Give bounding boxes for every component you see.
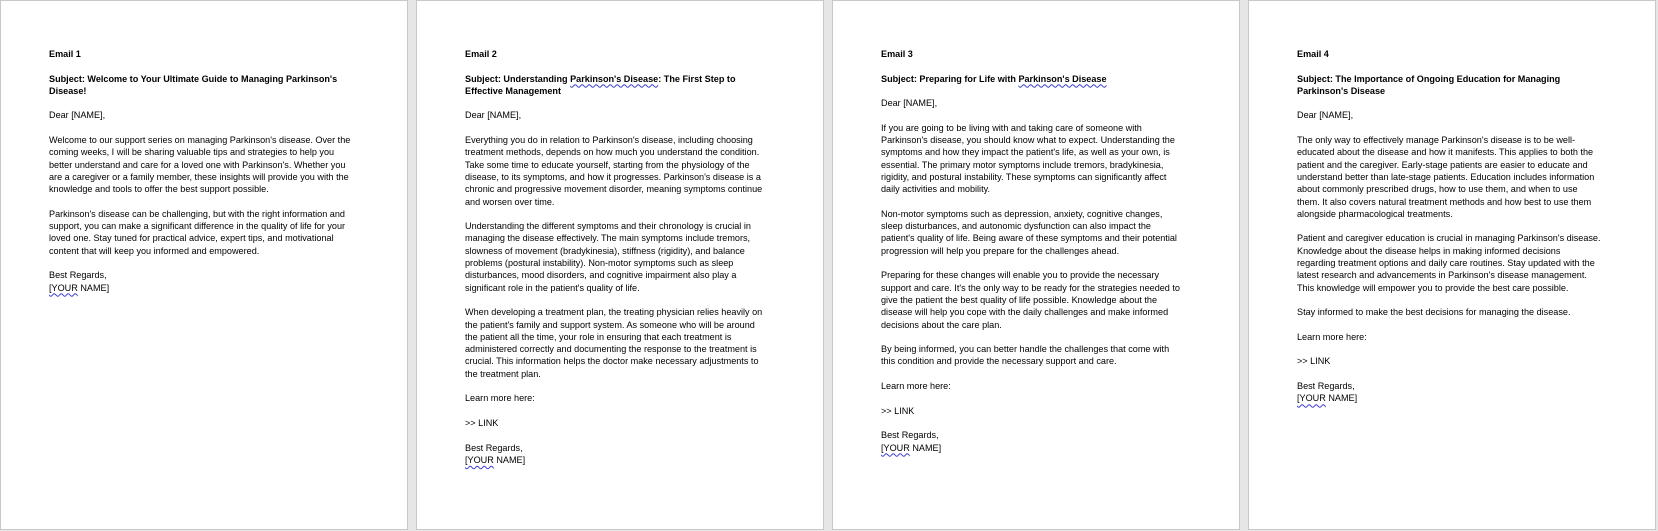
email-subject: [1297, 73, 1637, 98]
email-closing: Best Regards,: [1297, 381, 1355, 392]
signature-name: NAME]: [1325, 393, 1358, 404]
email-heading: Email 2: [465, 49, 497, 59]
email-paragraph: Understanding the different symptoms and their chronology is crucial in managing the disease effectively. The main symptoms include tremors, slowness of movement (bradykinesia), stiffness (rigidity), and balance problems (postural instability). Non-motor symptoms such as sleep disturbances, mood disorders, and cognitive impairment also play a significant role in the patient's quality of life.: [465, 221, 751, 293]
email-paragraph: Preparing for these changes will enable you to provide the necessary support and care. It's the only way to be ready for the strategies needed to give the patient the best quality of life possible. Knowledge about the disease will help you cope with the daily challenges and make informed decisions about the care plan.: [881, 270, 1180, 330]
email-greeting: Dear [NAME],: [49, 110, 106, 121]
signature-placeholder-spellcheck: [YOUR: [465, 454, 494, 465]
email-signature: [881, 429, 1221, 454]
email-signature: [1297, 380, 1637, 405]
email-subject: [465, 73, 805, 98]
document-page-2: [416, 0, 824, 530]
signature-name: NAME]: [493, 454, 526, 465]
signature-placeholder-spellcheck: [YOUR: [49, 282, 78, 293]
email-paragraph: Patient and caregiver education is crucial in managing Parkinson's disease. Knowledge about the disease helps in making informed decisions regarding treatment options and daily care routines. Stay updated with the latest research and advancements in Parkinson's disease management. This knowledge will empower you to provide the best care possible.: [1297, 233, 1601, 293]
email-greeting: Dear [NAME],: [881, 98, 938, 109]
email-link-placeholder: >> LINK: [465, 417, 499, 428]
email-content: [1297, 48, 1637, 417]
email-greeting: Dear [NAME],: [465, 110, 522, 121]
document-page-4: [1248, 0, 1656, 530]
email-subject-text: Subject: Welcome to Your Ultimate Guide to Managing Parkinson's Disease!: [49, 73, 338, 96]
email-signature: [465, 442, 805, 467]
email-paragraph: Welcome to our support series on managing Parkinson's disease. Over the coming weeks, I will be sharing valuable tips and strategies to help you better understand and care for a loved one with Parkinson's. Whether you are a caregiver or a family member, these insights will provide you with the knowledge and tools to offer the best support possible.: [49, 135, 351, 195]
document-page-3: [832, 0, 1240, 530]
email-closing: Best Regards,: [465, 442, 523, 453]
email-subject-text: Subject: The Importance of Ongoing Education for Managing Parkinson's Disease: [1297, 73, 1561, 96]
email-subject-spellcheck: Parkinson's Disease: [1018, 73, 1107, 84]
email-heading: Email 4: [1297, 49, 1329, 59]
email-greeting: Dear [NAME],: [1297, 110, 1354, 121]
email-paragraph: Stay informed to make the best decisions for managing the disease.: [1297, 307, 1571, 318]
email-closing: Best Regards,: [881, 430, 939, 441]
email-subject-spellcheck: Parkinson's Disease: [570, 73, 659, 84]
email-signature: [49, 269, 389, 294]
email-content: [881, 48, 1221, 466]
email-paragraph: Everything you do in relation to Parkinson's disease, including choosing treatment methods, depends on how much you understand the condition. Take some time to educate yourself, starting from the physiology of the disease, to its symptoms, and how it progresses. Parkinson's disease is a chronic and progressive movement disorder, meaning symptoms continue and worsen over time.: [465, 135, 763, 207]
email-closing: Best Regards,: [49, 270, 107, 281]
email-subject: [881, 73, 1221, 85]
email-paragraph: The only way to effectively manage Parkinson's disease is to be well- educated about the disease and how it manifests. This applies to both the patient and the caregiver. Early-stage patients are easier to educate and understand better than late-stage patients. Education includes information about commonly prescribed drugs, how to use them, and when to use them. It also covers natural treatment methods and how best to use them alongside pharmacological treatments.: [1297, 135, 1595, 219]
email-paragraph: By being informed, you can better handle the challenges that come with this condition and provide the necessary support and care.: [881, 344, 1170, 367]
email-subject-text: Subject: Understanding: [465, 73, 571, 84]
email-link-placeholder: >> LINK: [1297, 356, 1331, 367]
signature-placeholder-spellcheck: [YOUR: [881, 442, 910, 453]
email-subject-text: : The First Step to Effective Management: [465, 73, 736, 96]
email-content: [465, 48, 805, 478]
email-content: [49, 48, 389, 306]
email-learn-more: Learn more here:: [1297, 331, 1367, 342]
document-page-1: [0, 0, 408, 530]
email-learn-more: Learn more here:: [465, 393, 535, 404]
email-paragraph: Parkinson's disease can be challenging, but with the right information and support, you can make a significant difference in the quality of life for your loved one. Stay tuned for practical advice, expert tips, and motivational content that will keep you informed and empowered.: [49, 208, 346, 256]
email-subject-text: Subject: Preparing for Life with: [881, 73, 1019, 84]
email-learn-more: Learn more here:: [881, 381, 951, 392]
email-paragraph: When developing a treatment plan, the treating physician relies heavily on the patient's family and support system. As someone who will be around the patient all the time, your role in ensuring that each treatment is administered correctly and documenting the response to the treatment is crucial. This information helps the doctor make necessary adjustments to the treatment plan.: [465, 307, 763, 379]
signature-name: NAME]: [77, 282, 110, 293]
email-paragraph: If you are going to be living with and taking care of someone with Parkinson's disease, you should know what to expect. Understanding the symptoms and how they impact the patient's life, as well as your own, is essential. The primary motor symptoms include tremors, bradykinesia, rigidity, and postural instability. These symptoms can significantly affect daily activities and mobility.: [881, 122, 1175, 195]
email-link-placeholder: >> LINK: [881, 405, 915, 416]
email-subject: [49, 73, 389, 98]
signature-name: NAME]: [909, 442, 942, 453]
signature-placeholder-spellcheck: [YOUR: [1297, 393, 1326, 404]
email-heading: Email 3: [881, 49, 913, 59]
email-paragraph: Non-motor symptoms such as depression, anxiety, cognitive changes, sleep disturbances, and autonomic dysfunction can also impact the patient's quality of life. Being aware of these symptoms and their potential progression will help you prepare for the challenges ahead.: [881, 208, 1177, 256]
email-heading: Email 1: [49, 49, 81, 59]
